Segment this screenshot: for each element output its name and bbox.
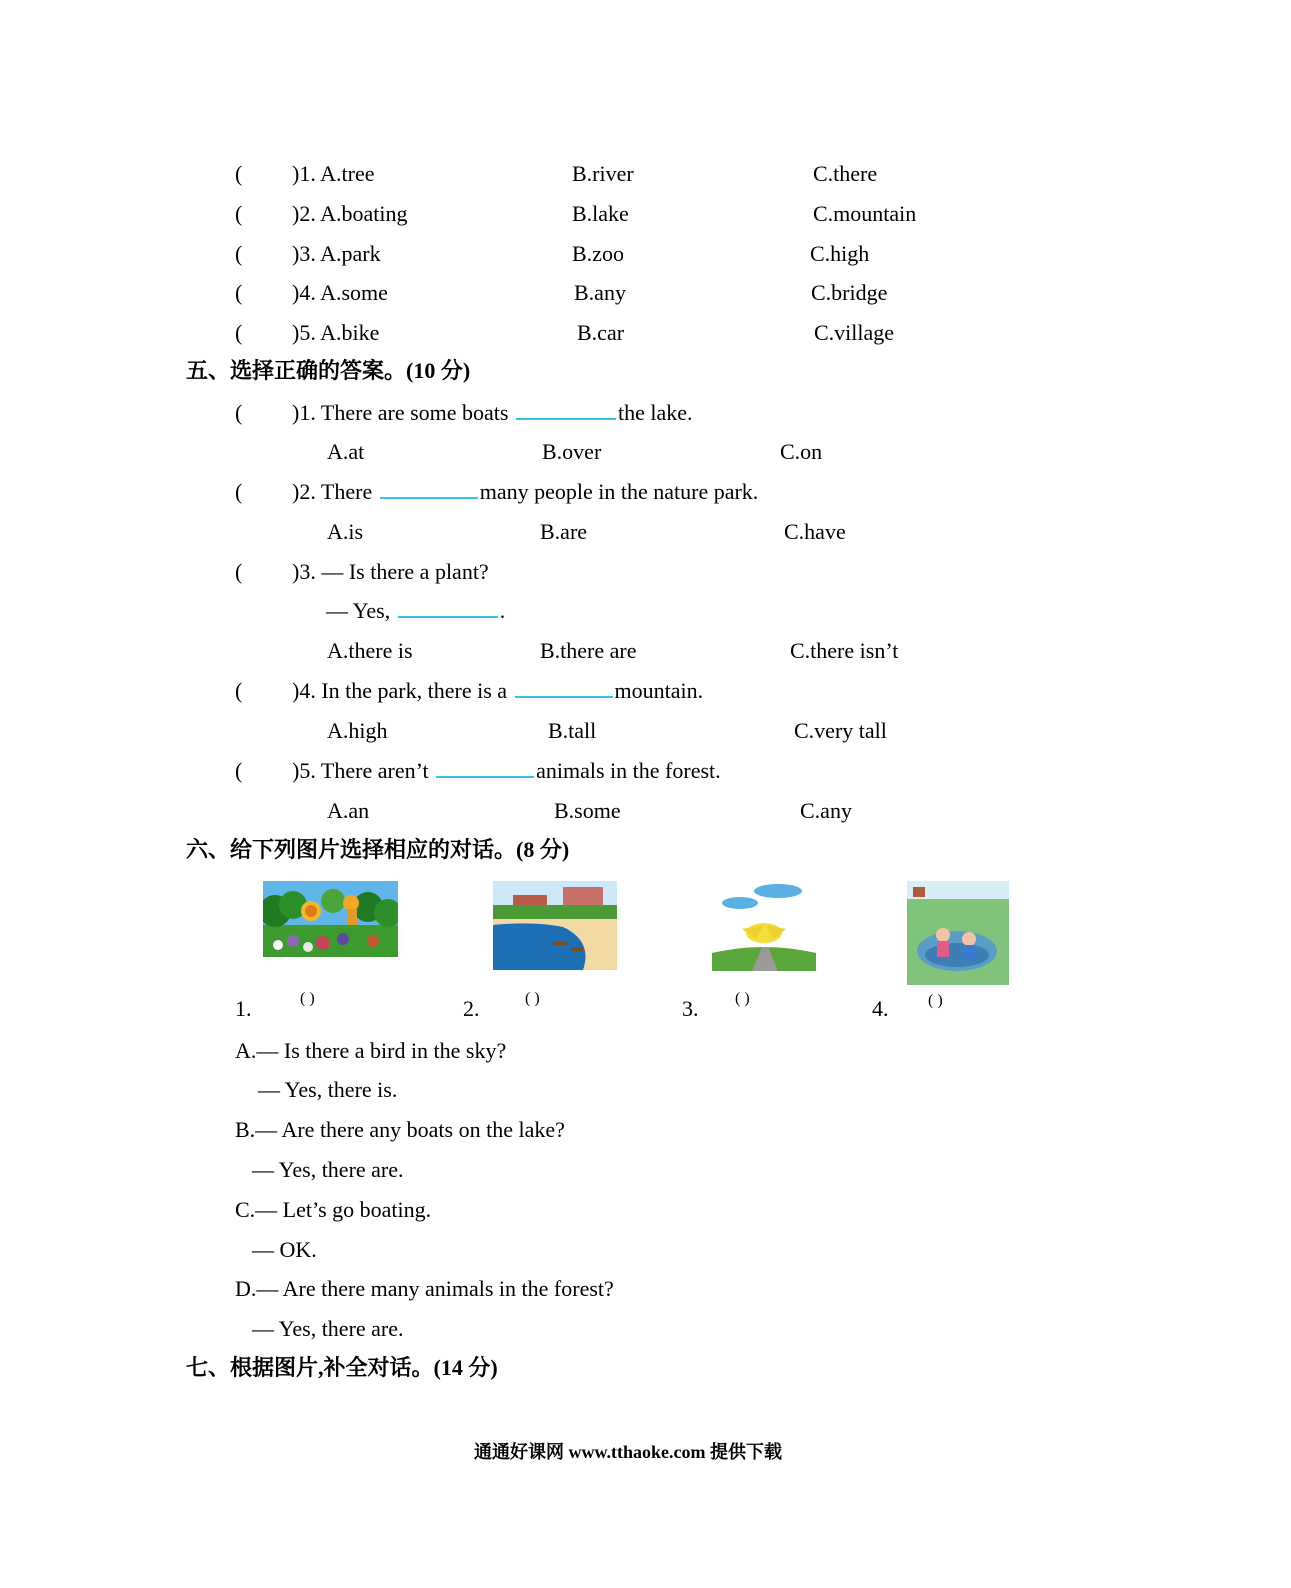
question-5 xyxy=(292,757,721,785)
option-b: B.some xyxy=(554,798,621,823)
question-text: )2. There xyxy=(292,479,373,504)
picture-number: 4. xyxy=(872,996,889,1021)
paren: ( xyxy=(235,201,243,226)
option-c: C.on xyxy=(780,439,823,464)
option-a: )4. A.some xyxy=(292,280,388,305)
dialog-c-answer: — OK. xyxy=(252,1237,317,1262)
option-a: A.at xyxy=(327,439,365,464)
question-text-end: the lake. xyxy=(617,400,693,425)
option-a: A.is xyxy=(327,519,364,544)
option-a: )3. A.park xyxy=(292,241,381,266)
paren: ( xyxy=(235,320,243,345)
answer-paren[interactable]: ( ) xyxy=(735,990,750,1007)
dialog-d-answer: — Yes, there are. xyxy=(252,1316,404,1341)
option-c: C.there xyxy=(813,161,878,186)
paren: ( xyxy=(235,400,243,425)
paren: ( xyxy=(235,241,243,266)
paren: ( xyxy=(235,678,243,703)
forest-animals-image xyxy=(263,881,398,957)
option-a: A.an xyxy=(327,798,370,823)
answer-blank[interactable] xyxy=(398,598,498,618)
dialog-d-question: D.— Are there many animals in the forest? xyxy=(235,1276,614,1301)
answer-paren[interactable]: ( ) xyxy=(300,990,315,1007)
option-b: B.tall xyxy=(548,718,597,743)
footer-credit: 通通好课网 www.tthaoke.com 提供下载 xyxy=(474,1442,782,1462)
dialog-c-question: C.— Let’s go boating. xyxy=(235,1197,432,1222)
option-c: C.very tall xyxy=(794,718,887,743)
question-text: )4. In the park, there is a xyxy=(292,678,508,703)
lake-boats-image xyxy=(493,881,617,970)
option-b: B.river xyxy=(572,161,634,186)
answer-paren[interactable]: ( ) xyxy=(525,990,540,1007)
option-b: B.there are xyxy=(540,638,637,663)
question-text-end: animals in the forest. xyxy=(536,758,721,783)
bird-sky-image xyxy=(712,881,816,971)
question-text-end: . xyxy=(499,598,506,623)
option-c: C.high xyxy=(810,241,870,266)
option-c: C.village xyxy=(814,320,895,345)
option-a: )5. A.bike xyxy=(292,320,380,345)
dialog-b-answer: — Yes, there are. xyxy=(252,1157,404,1182)
option-c: C.have xyxy=(784,519,846,544)
option-c: C.any xyxy=(800,798,852,823)
question-text-end: many people in the nature park. xyxy=(479,479,759,504)
option-c: C.bridge xyxy=(811,280,888,305)
paren: ( xyxy=(235,559,243,584)
answer-paren[interactable]: ( ) xyxy=(928,992,943,1009)
question-1 xyxy=(292,399,693,427)
dialog-b-question: B.— Are there any boats on the lake? xyxy=(235,1117,565,1142)
question-text: )1. There are some boats xyxy=(292,400,509,425)
paren: ( xyxy=(235,280,243,305)
question-text-end: mountain. xyxy=(614,678,704,703)
option-b: B.are xyxy=(540,519,588,544)
option-a: )2. A.boating xyxy=(292,201,408,226)
picture-number: 2. xyxy=(463,996,480,1021)
answer-blank[interactable] xyxy=(380,479,478,499)
option-b: B.car xyxy=(577,320,625,345)
option-c: C.mountain xyxy=(813,201,917,226)
option-b: B.over xyxy=(542,439,602,464)
picture-number: 1. xyxy=(235,996,252,1021)
option-a: )1. A.tree xyxy=(292,161,375,186)
children-boating-image xyxy=(907,881,1009,985)
paren: ( xyxy=(235,161,243,186)
paren: ( xyxy=(235,758,243,783)
dialog-a-question: A.— Is there a bird in the sky? xyxy=(235,1038,507,1063)
option-a: A.high xyxy=(327,718,388,743)
picture-number: 3. xyxy=(682,996,699,1021)
section-7-title: 七、根据图片,补全对话。(14 分) xyxy=(186,1355,498,1380)
section-5-title: 五、选择正确的答案。(10 分) xyxy=(186,358,471,383)
question-4 xyxy=(292,677,703,705)
option-b: B.lake xyxy=(572,201,629,226)
option-c: C.there isn’t xyxy=(790,638,899,663)
option-a: A.there is xyxy=(327,638,413,663)
question-2 xyxy=(292,478,758,506)
option-b: B.any xyxy=(574,280,626,305)
question-text: )5. There aren’t xyxy=(292,758,429,783)
paren: ( xyxy=(235,479,243,504)
answer-blank[interactable] xyxy=(436,758,534,778)
question-3-answer-line xyxy=(326,597,505,625)
section-6-title: 六、给下列图片选择相应的对话。(8 分) xyxy=(186,837,570,862)
question-3: )3. — Is there a plant? xyxy=(292,559,489,584)
answer-blank[interactable] xyxy=(516,400,616,420)
question-text: — Yes, xyxy=(326,598,391,623)
option-b: B.zoo xyxy=(572,241,624,266)
answer-blank[interactable] xyxy=(515,678,613,698)
dialog-a-answer: — Yes, there is. xyxy=(258,1077,398,1102)
